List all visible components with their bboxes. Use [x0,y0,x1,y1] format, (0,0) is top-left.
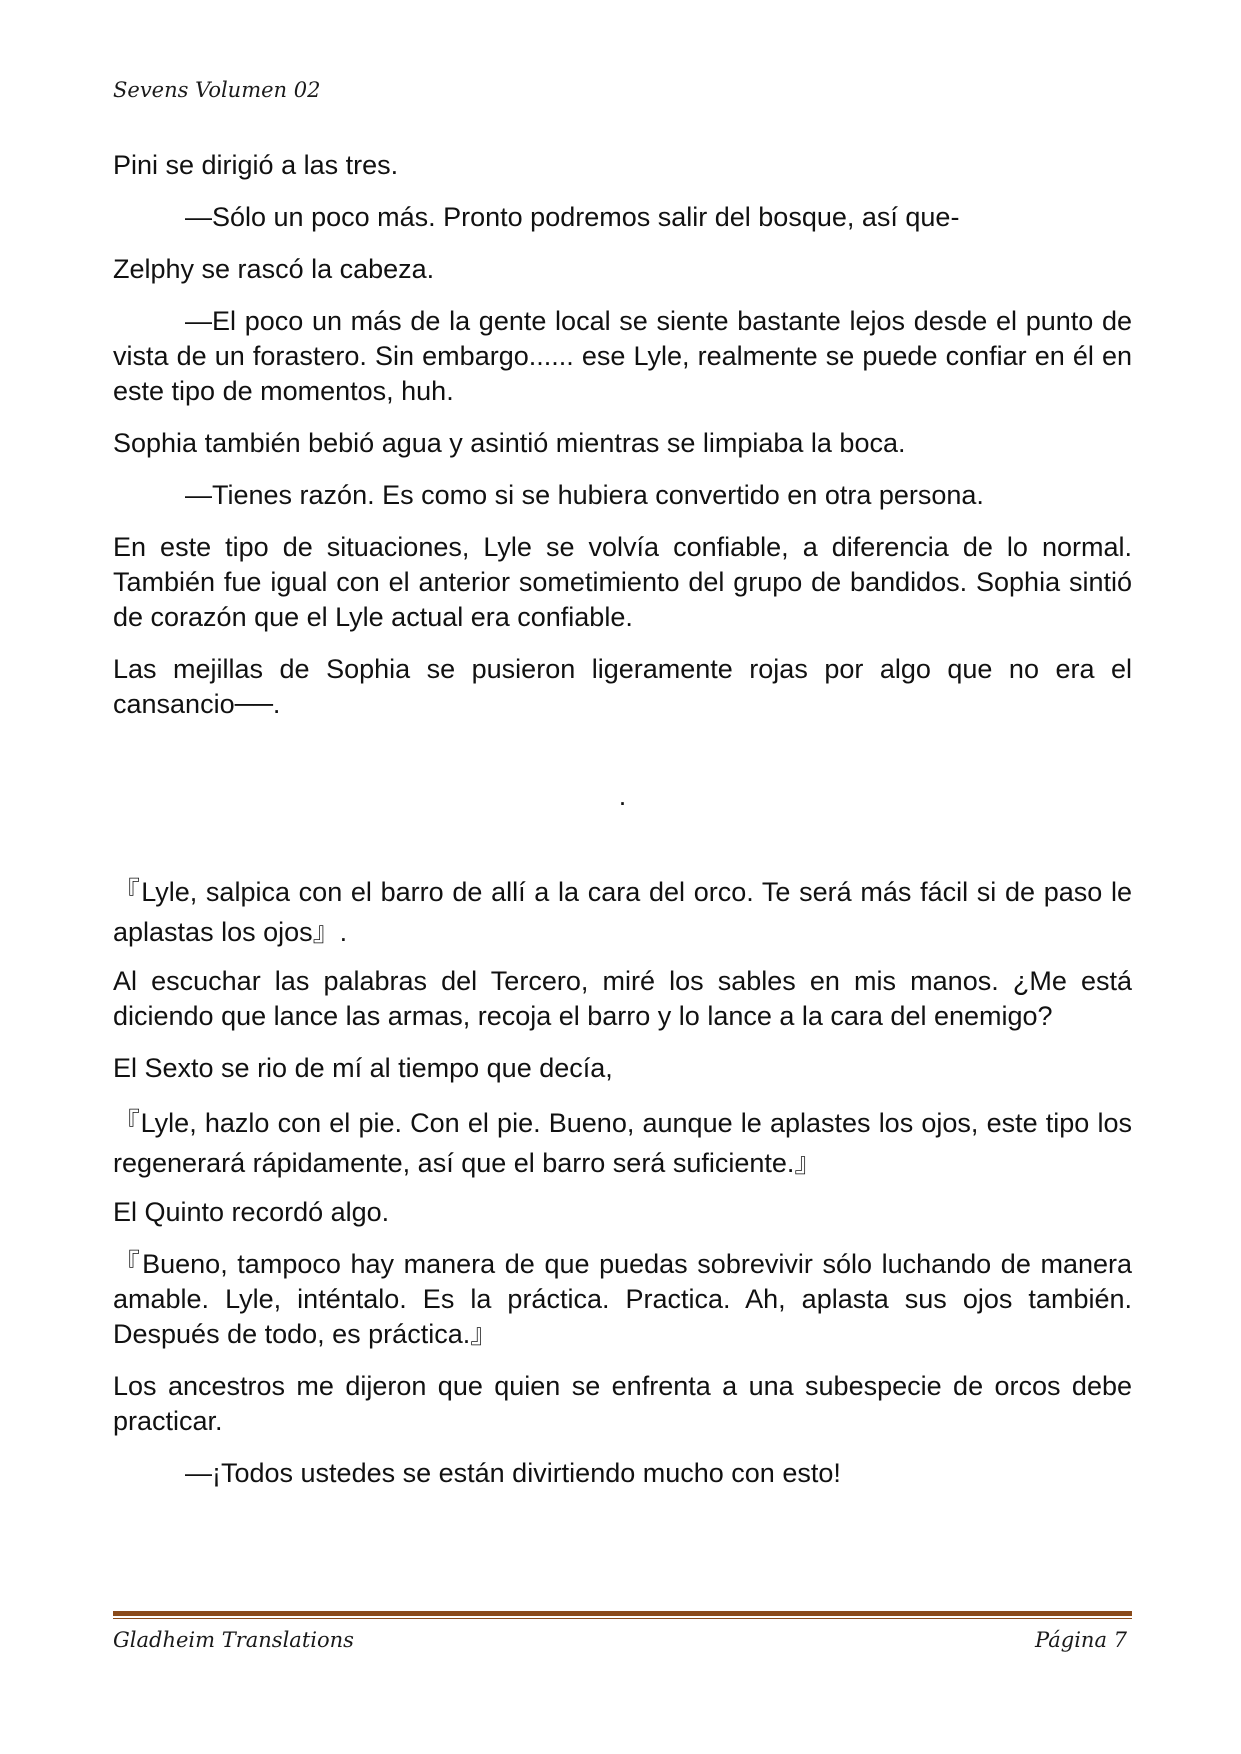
separator-mark: . [618,781,627,811]
paragraph: Zelphy se rascó la cabeza. [113,254,435,284]
page-body [113,148,1132,1508]
paragraph: Sophia también bebió agua y asintió mientras se limpiaba la boca. [113,428,906,458]
footer-divider-thin [113,1618,1132,1619]
dialog-paragraph: —¡Todos ustedes se están divirtiendo mucho con esto! [185,1458,841,1488]
ancestor-quote-paragraph: 『Lyle, hazlo con el pie. Con el pie. Bueno, aunque le aplastes los ojos, este tipo los regenerará rápidamente, así que el barro será suficiente.』 [113,1108,1132,1178]
paragraph: El Quinto recordó algo. [113,1197,390,1227]
paragraph: El Sexto se rio de mí al tiempo que decía, [113,1053,613,1083]
footer-page-number: Página 7 [1035,1628,1127,1652]
footer-publisher: Gladheim Translations [113,1628,354,1652]
scene-separator [113,739,1132,856]
paragraph: Pini se dirigió a las tres. [113,150,399,180]
paragraph: Al escuchar las palabras del Tercero, miré los sables en mis manos. ¿Me está diciendo que lance las armas, recoja el barro y lo lance a la cara del enemigo? [113,966,1132,1031]
page-header-title: Sevens Volumen 02 [113,78,321,102]
dialog-paragraph: —Sólo un poco más. Pronto podremos salir del bosque, así que- [185,202,960,232]
dialog-paragraph: —El poco un más de la gente local se siente bastante lejos desde el punto de vista de un forastero. Sin embargo...... ese Lyle, realmente se puede confiar en él en este tipo de momentos, huh. [113,306,1132,406]
paragraph: Los ancestros me dijeron que quien se enfrenta a una subespecie de orcos debe practicar. [113,1371,1132,1436]
dialog-paragraph: —Tienes razón. Es como si se hubiera convertido en otra persona. [185,480,984,510]
ancestor-quote-paragraph: 『Bueno, tampoco hay manera de que puedas sobrevivir sólo luchando de manera amable. Lyle, inténtalo. Es la práctica. Practica. Ah, aplasta sus ojos también. Después de todo, es práctica.』 [113,1249,1132,1349]
footer-divider [113,1611,1132,1616]
ancestor-quote-paragraph: 『Lyle, salpica con el barro de allí a la cara del orco. Te será más fácil si de paso le aplastas los ojos』. [113,877,1132,947]
paragraph: En este tipo de situaciones, Lyle se volvía confiable, a diferencia de lo normal. También fue igual con el anterior sometimiento del grupo de bandidos. Sophia sintió de corazón que el Lyle actual era confiable. [113,532,1132,632]
paragraph: Las mejillas de Sophia se pusieron ligeramente rojas por algo que no era el cansancio──. [113,654,1132,719]
